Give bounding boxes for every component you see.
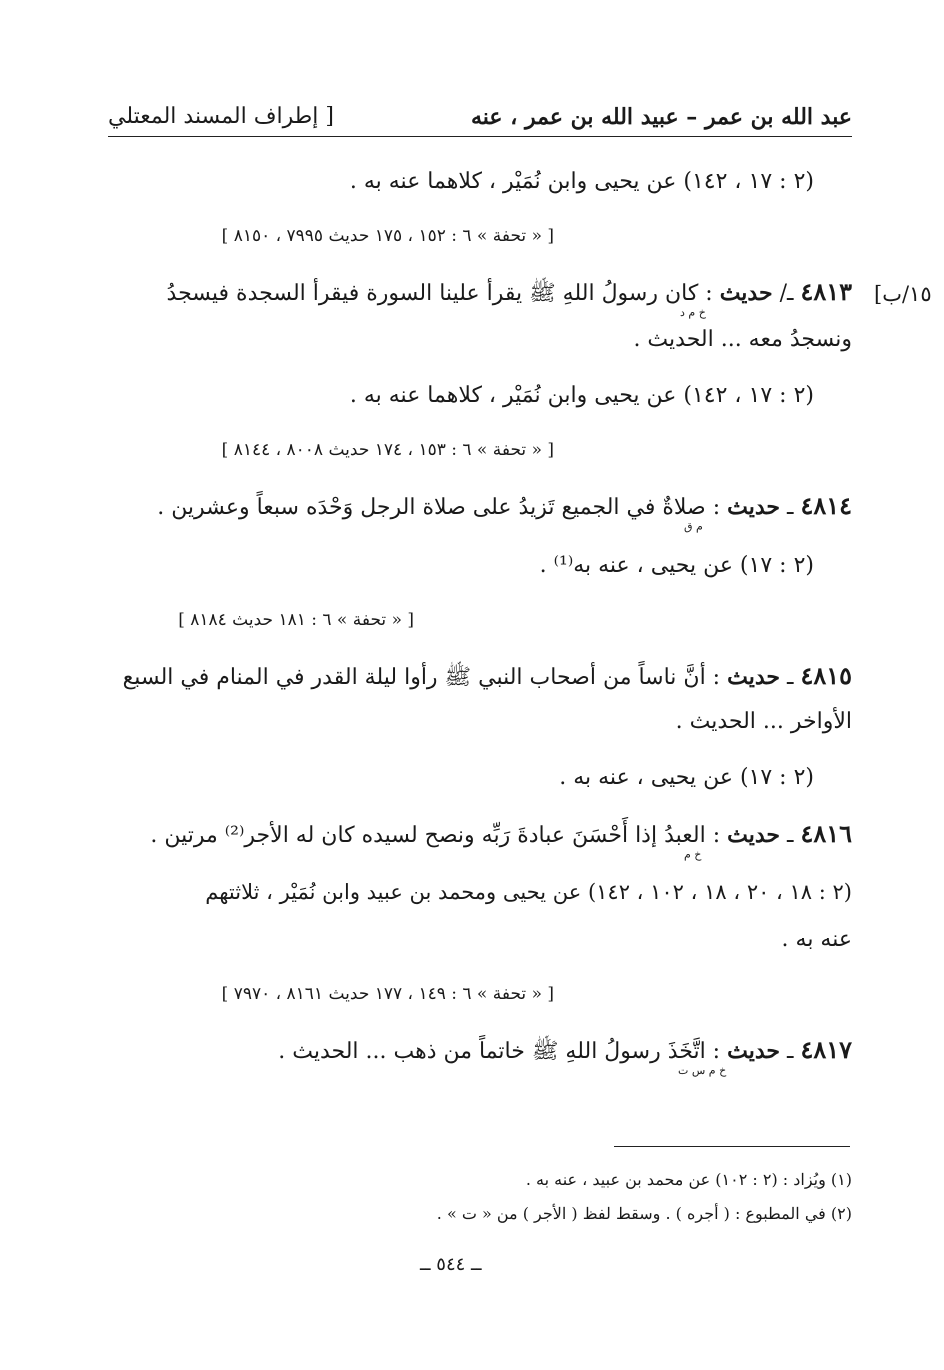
- margin-folio-note: ١٥/ب]: [874, 282, 932, 306]
- hadith-text: : صلاةٌ في الجميع تَزيدُ على صلاة الرجل وَحْدَه سبعاً وعشرين .: [157, 495, 721, 520]
- source-line: (٢ : ١٨ ، ٢٠ ، ١٨ ، ١٠٢ ، ١٤٢) عن يحيى ومحمد بن عبيد وابن نُمَيْر ، ثلاثتهم: [205, 880, 852, 904]
- hadith-number: ٤٨١٣: [800, 277, 852, 306]
- footnote-2: (٢) في المطبوع : ( أجره ) . وسقط لفظ ( الأجر ) من « ت » .: [436, 1204, 852, 1223]
- hadith-text-cont: الأواخر ... الحديث .: [675, 709, 852, 734]
- narrator-sigla: خ م د: [680, 306, 706, 319]
- hadith-label: حديث: [719, 280, 773, 306]
- source-line: (٢ : ١٧ ، ١٤٢) عن يحيى وابن نُمَيْر ، كلاهما عنه به .: [349, 169, 814, 194]
- narrator-sigla: خ م: [684, 848, 702, 861]
- source-line: (٢ : ١٧) عن يحيى ، عنه به⁽¹⁾ .: [539, 553, 814, 578]
- hadith-label: حديث: [727, 1038, 780, 1064]
- header-rule: [108, 136, 852, 137]
- hadith-text: : العبدُ إذا أَحْسَنَ عبادةَ رَبِّه ونصح لسيده كان له الأجر⁽²⁾ مرتين .: [150, 823, 721, 848]
- source-line: (٢ : ١٧) عن يحيى ، عنه به .: [559, 765, 814, 790]
- tuhfa-reference: [ « تحفة » ٦ : ١٤٩ ، ١٧٧ حديث ٨١٦١ ، ٧٩٧٠ ]: [221, 984, 554, 1004]
- hadith-text-cont: ونسجدُ معه ... الحديث .: [633, 327, 852, 352]
- hadith-text: : كان رسولُ اللهِ ﷺ يقرأ علينا السورة فيقرأ السجدة فيسجدُ: [166, 281, 713, 306]
- page-number: ــ ٥٤٤ ــ: [420, 1254, 482, 1275]
- hadith-4813: ٤٨١٣ ـ/ حديث : كان رسولُ اللهِ ﷺ يقرأ علينا السورة فيقرأ السجدة فيسجدُ: [166, 277, 852, 306]
- hadith-4815: ٤٨١٥ ـ حديث : أنَّ ناساً من أصحاب النبي ﷺ رأوا ليلة القدر في المنام في السبع: [122, 661, 852, 690]
- tuhfa-reference: [ « تحفة » ٦ : ١٥٢ ، ١٧٥ حديث ٧٩٩٥ ، ٨١٥٠ ]: [221, 226, 554, 246]
- hadith-text: : أنَّ ناساً من أصحاب النبي ﷺ رأوا ليلة القدر في المنام في السبع: [122, 665, 721, 690]
- hadith-label: حديث: [727, 822, 780, 848]
- hadith-number: ٤٨١٥: [800, 661, 852, 690]
- footnote-1: (١) ويُزاد : (٢ : ١٠٢) عن محمد بن عبيد ، عنه به .: [525, 1170, 852, 1189]
- footnote-rule: [614, 1146, 850, 1147]
- hadith-number: ٤٨١٧: [800, 1035, 852, 1064]
- narrator-sigla: خ م س ت: [678, 1064, 727, 1077]
- source-line-cont: عنه به .: [781, 927, 852, 952]
- narrator-sigla: م ق: [684, 520, 703, 533]
- tuhfa-reference: [ « تحفة » ٦ : ١٥٣ ، ١٧٤ حديث ٨٠٠٨ ، ٨١٤٤ ]: [221, 440, 554, 460]
- hadith-number: ٤٨١٦: [800, 819, 852, 848]
- tuhfa-reference: [ « تحفة » ٦ : ١٨١ حديث ٨١٨٤ ]: [178, 610, 414, 630]
- hadith-number: ٤٨١٤: [800, 491, 852, 520]
- running-header-right: عبد الله بن عمر – عبيد الله بن عمر ، عنه: [470, 104, 852, 130]
- hadith-label: حديث: [727, 664, 780, 690]
- hadith-4817: ٤٨١٧ ـ حديث : اتَّخَذَ رسولُ اللهِ ﷺ خاتماً من ذهب ... الحديث .: [278, 1035, 852, 1064]
- source-line: (٢ : ١٧ ، ١٤٢) عن يحيى وابن نُمَيْر ، كلاهما عنه به .: [349, 383, 814, 408]
- hadith-text: : اتَّخَذَ رسولُ اللهِ ﷺ خاتماً من ذهب ... الحديث .: [278, 1039, 721, 1064]
- hadith-label: حديث: [727, 494, 780, 520]
- running-header-left: [ إطراف المسند المعتلي: [108, 104, 334, 129]
- hadith-4816: ٤٨١٦ ـ حديث : العبدُ إذا أَحْسَنَ عبادةَ رَبِّه ونصح لسيده كان له الأجر⁽²⁾ مرتين .: [150, 819, 852, 848]
- hadith-4814: ٤٨١٤ ـ حديث : صلاةٌ في الجميع تَزيدُ على صلاة الرجل وَحْدَه سبعاً وعشرين .: [157, 491, 852, 520]
